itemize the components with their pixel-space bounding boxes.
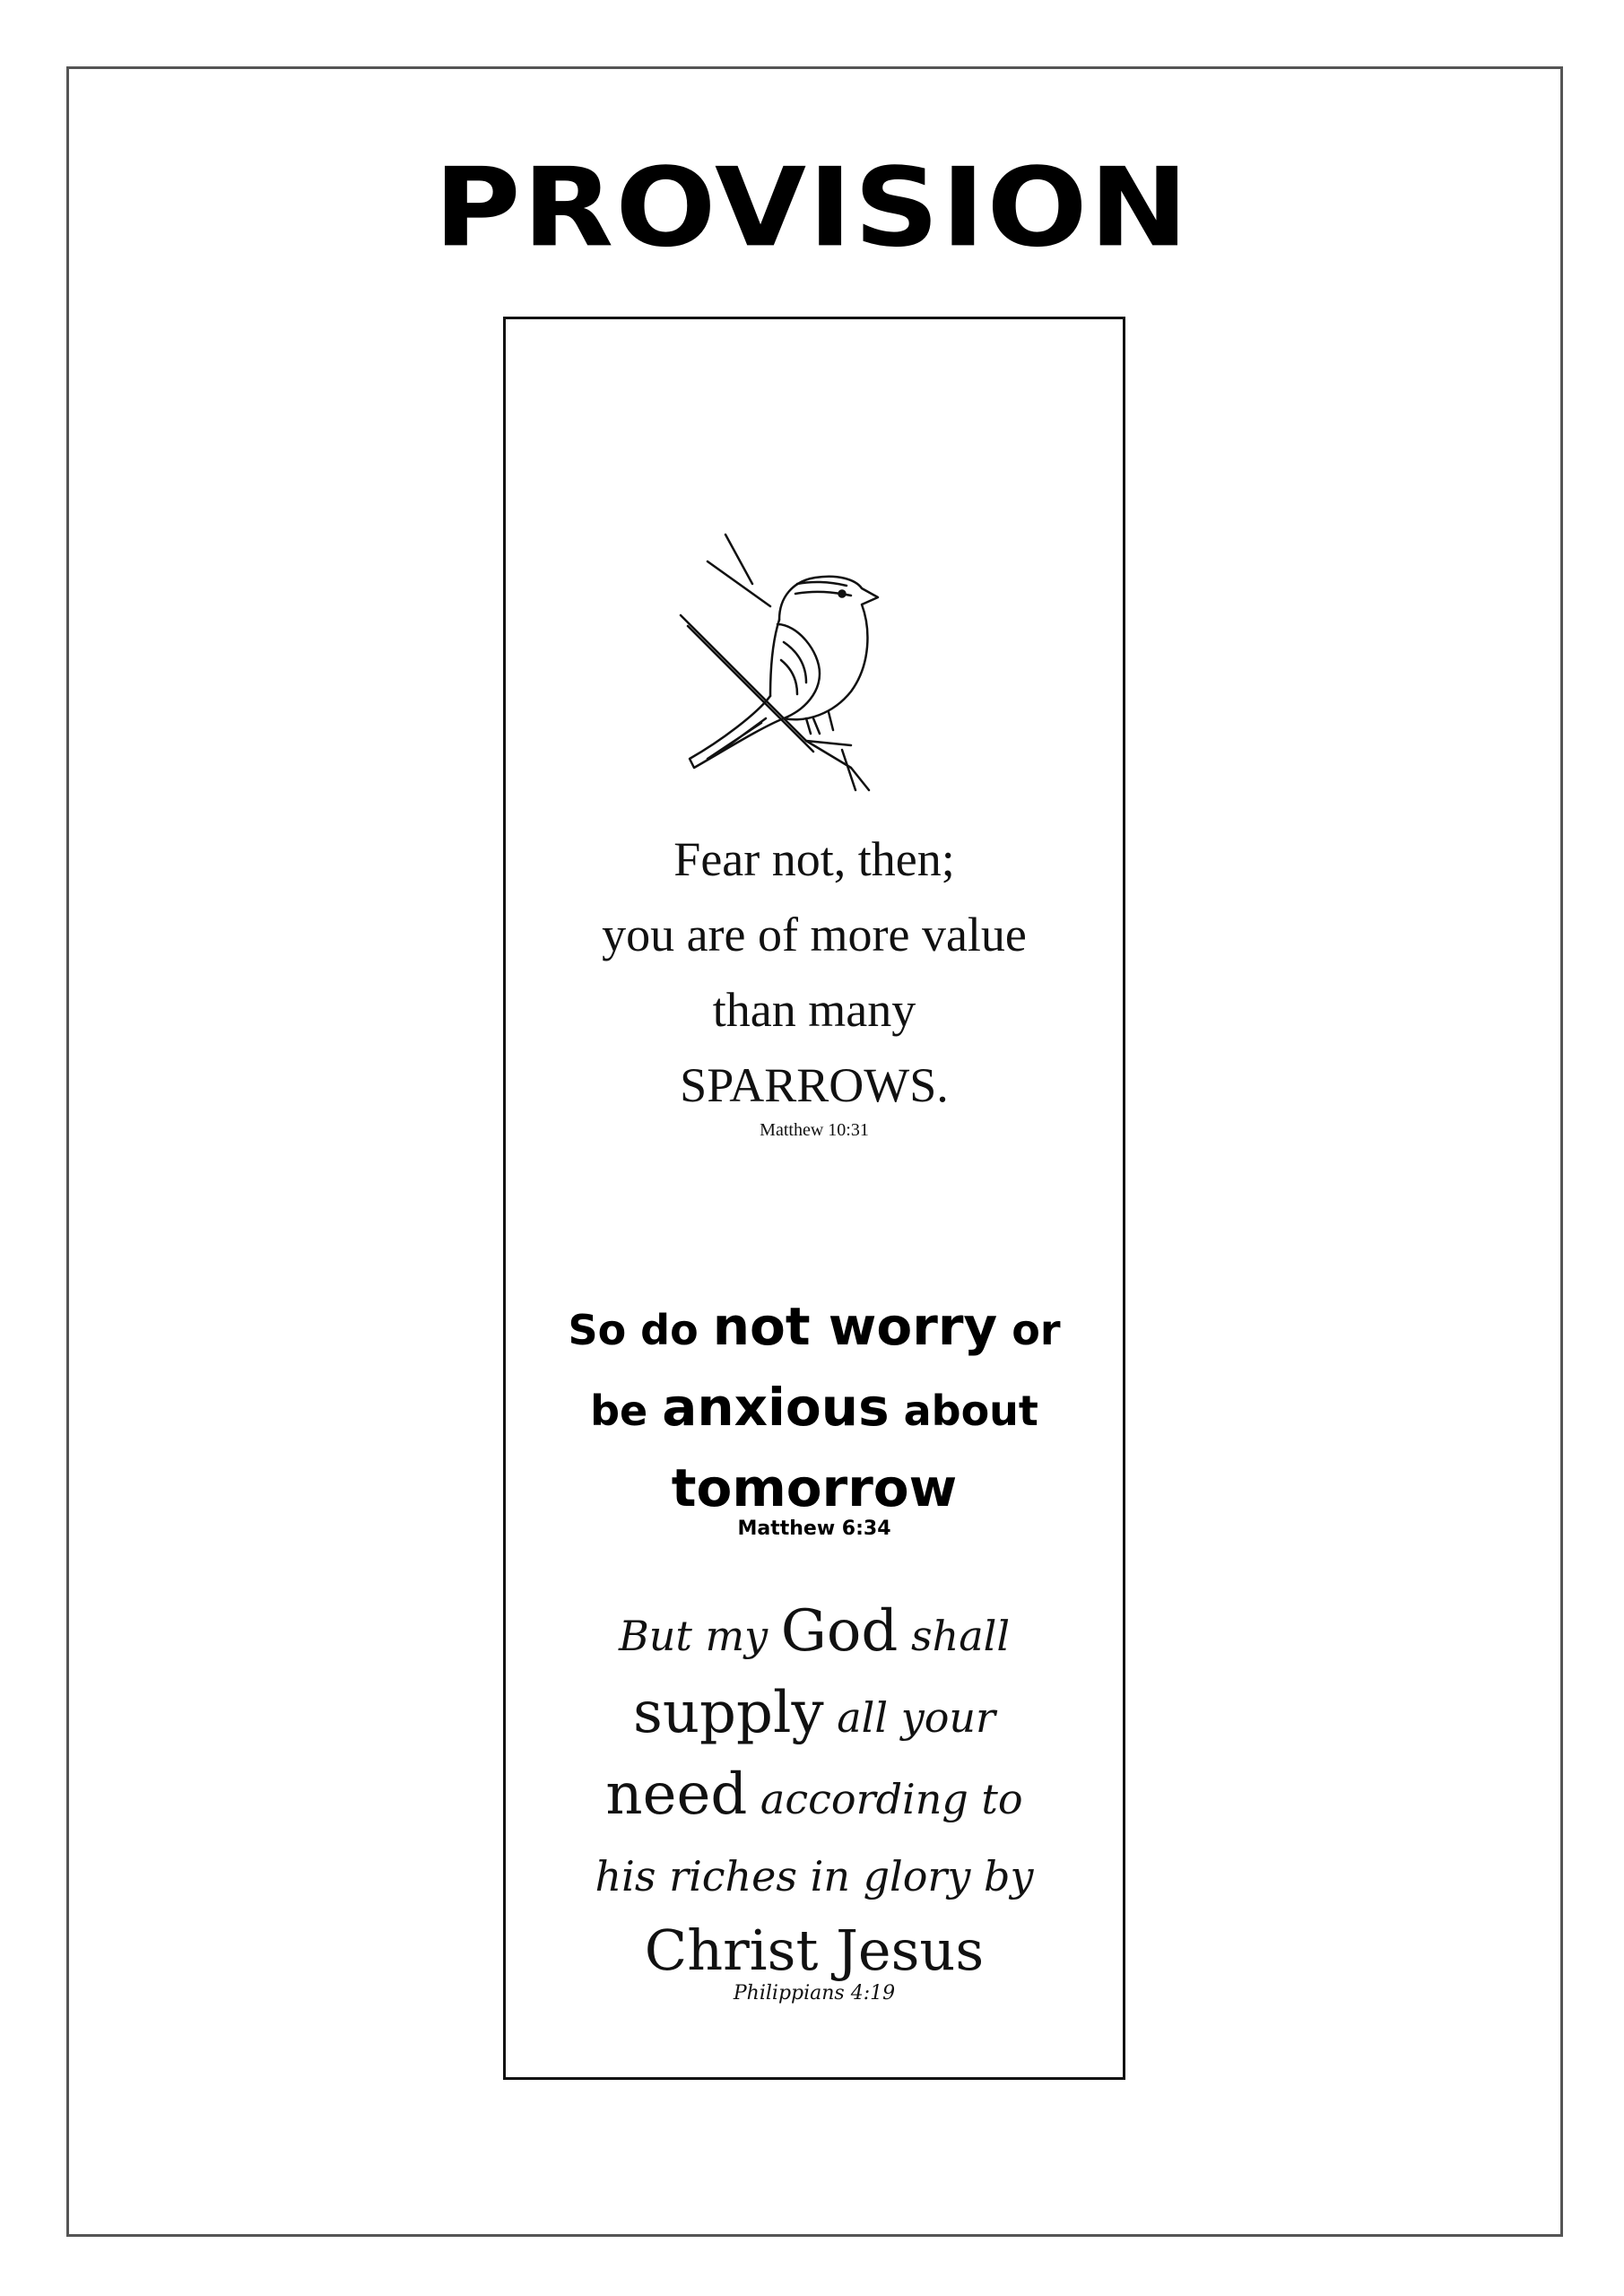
verse2-text: So do — [568, 1306, 713, 1354]
page-title: PROVISION — [433, 144, 1191, 272]
verse3-text: according to — [747, 1775, 1023, 1823]
verse3-reference: Philippians 4:19 — [733, 1982, 896, 2005]
verse1-line: you are of more value — [602, 908, 1027, 961]
verse3-text: But my — [618, 1612, 781, 1660]
verse3-line-5 — [506, 1915, 1123, 1991]
verse3-line-4: his riches in glory by — [595, 1852, 1034, 1900]
verse2-line-1 — [506, 1288, 1123, 1369]
verse2-line-2 — [506, 1369, 1123, 1449]
verse-philippians-4-19 — [506, 1593, 1123, 2005]
verse2-emphasis: anxious — [662, 1377, 890, 1438]
verse1-reference: Matthew 10:31 — [760, 1120, 869, 1140]
verse-matthew-6-34 — [506, 1288, 1123, 1541]
verse3-emphasis: Christ Jesus — [644, 1918, 985, 1983]
verse2-reference: Matthew 6:34 — [737, 1518, 891, 1540]
verse1-line: than many — [712, 983, 916, 1037]
verse3-text: shall — [898, 1612, 1011, 1660]
verse3-emphasis: God — [780, 1598, 899, 1665]
verse3-emphasis: supply — [632, 1680, 824, 1746]
verse1-line: SPARROWS. — [680, 1058, 949, 1112]
verse3-emphasis: need — [605, 1761, 748, 1828]
sparrow-illustration — [672, 499, 941, 795]
verse2-text: or — [997, 1306, 1061, 1354]
verse-matthew-10-31 — [506, 822, 1123, 1141]
verse2-text: about — [889, 1387, 1038, 1435]
bookmark — [503, 317, 1125, 2080]
verse2-emphasis: not worry — [712, 1296, 998, 1357]
verse3-line-3 — [506, 1756, 1123, 1838]
verse3-text: all your — [823, 1693, 995, 1742]
verse2-emphasis: tomorrow — [671, 1457, 958, 1518]
verse3-line-2 — [506, 1674, 1123, 1756]
verse1-line: Fear not, then; — [673, 832, 955, 886]
verse2-text: be — [590, 1387, 663, 1435]
verse3-line-1 — [506, 1593, 1123, 1674]
